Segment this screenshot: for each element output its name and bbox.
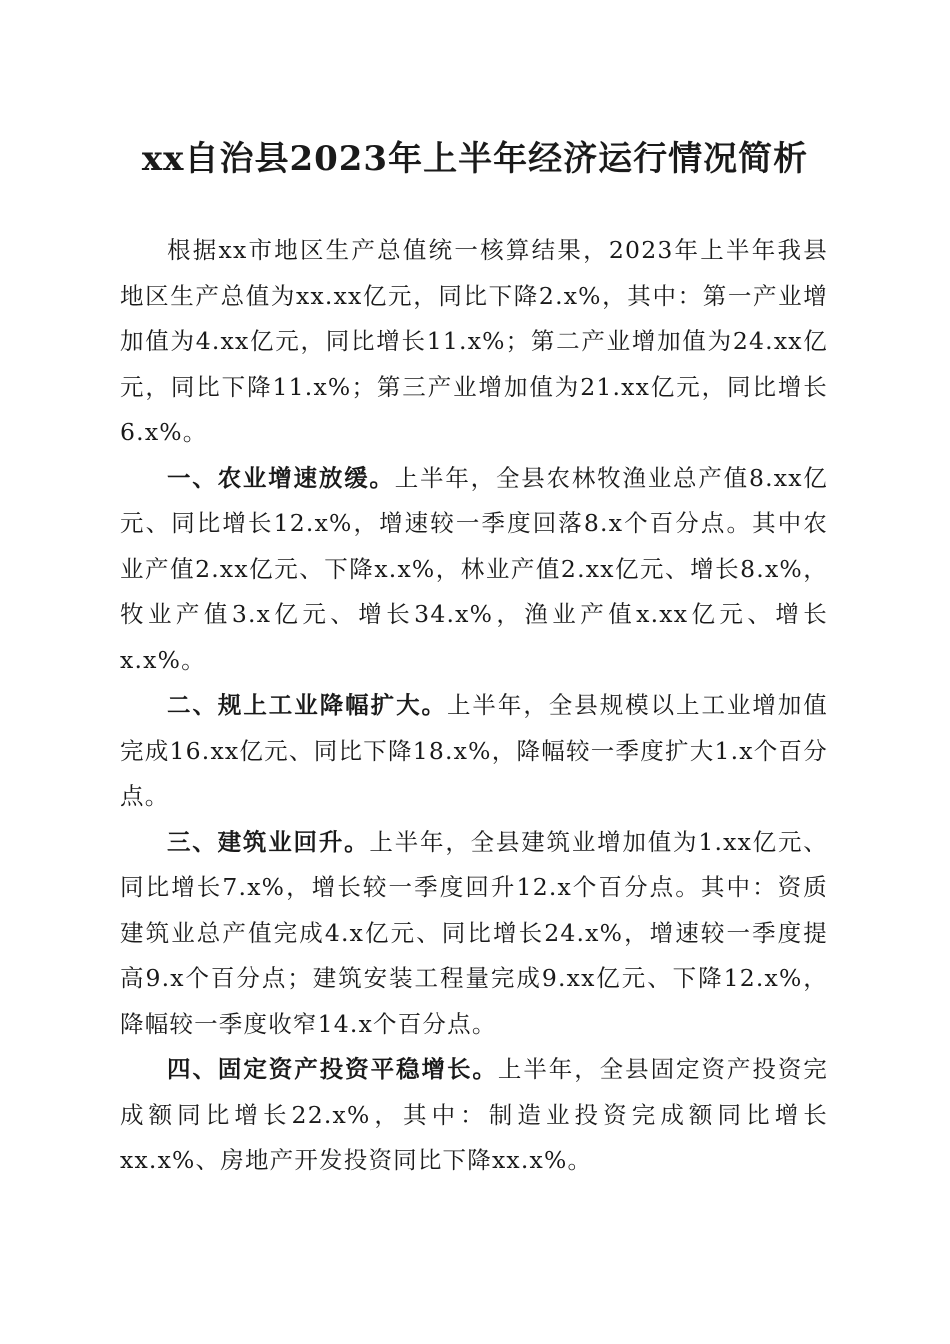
document-body bbox=[120, 228, 828, 1184]
paragraph-construction bbox=[120, 820, 828, 1048]
paragraph-text: 上半年，全县建筑业增加值为1.xx亿元、同比增长7.x%，增长较一季度回升12.x个百分点。其中：资质建筑业总产值完成4.x亿元、同比增长24.x%，增速较一季度提高9.x个百分点；建筑安装工程量完成9.xx亿元、下降12.x%，降幅较一季度收窄14.x个百分点。 bbox=[120, 827, 828, 1038]
paragraph-heading: 二、规上工业降幅扩大。 bbox=[167, 691, 447, 719]
paragraph-industry bbox=[120, 683, 828, 820]
paragraph-text: 上半年，全县农林牧渔业总产值8.xx亿元、同比增长12.x%，增速较一季度回落8.x个百分点。其中农业产值2.xx亿元、下降x.x%，林业产值2.xx亿元、增长8.x%，牧业产值3.x亿元、增长34.x%，渔业产值x.xx亿元、增长x.x%。 bbox=[120, 463, 828, 674]
paragraph-text: 上半年，全县规模以上工业增加值完成16.xx亿元、同比下降18.x%，降幅较一季度扩大1.x个百分点。 bbox=[120, 691, 829, 810]
paragraph-summary bbox=[120, 228, 828, 456]
paragraph-heading: 四、固定资产投资平稳增长。 bbox=[167, 1055, 498, 1083]
paragraph-heading: 一、农业增速放缓。 bbox=[167, 463, 395, 492]
paragraph-heading: 三、建筑业回升。 bbox=[167, 827, 370, 856]
paragraph-agriculture bbox=[120, 456, 828, 684]
document-title: xx自治县2023年上半年经济运行情况简析 bbox=[141, 139, 809, 179]
paragraph-text: 根据xx市地区生产总值统一核算结果，2023年上半年我县地区生产总值为xx.xx亿元，同比下降2.x%，其中：第一产业增加值为4.xx亿元，同比增长11.x%；第二产业增加值为24.xx亿元，同比下降11.x%；第三产业增加值为21.xx亿元，同比增长6.x%。 bbox=[120, 236, 828, 446]
paragraph-text: 上半年，全县固定资产投资完成额同比增长22.x%，其中：制造业投资完成额同比增长xx.x%、房地产开发投资同比下降xx.x%。 bbox=[120, 1055, 828, 1174]
paragraph-investment bbox=[120, 1047, 828, 1184]
